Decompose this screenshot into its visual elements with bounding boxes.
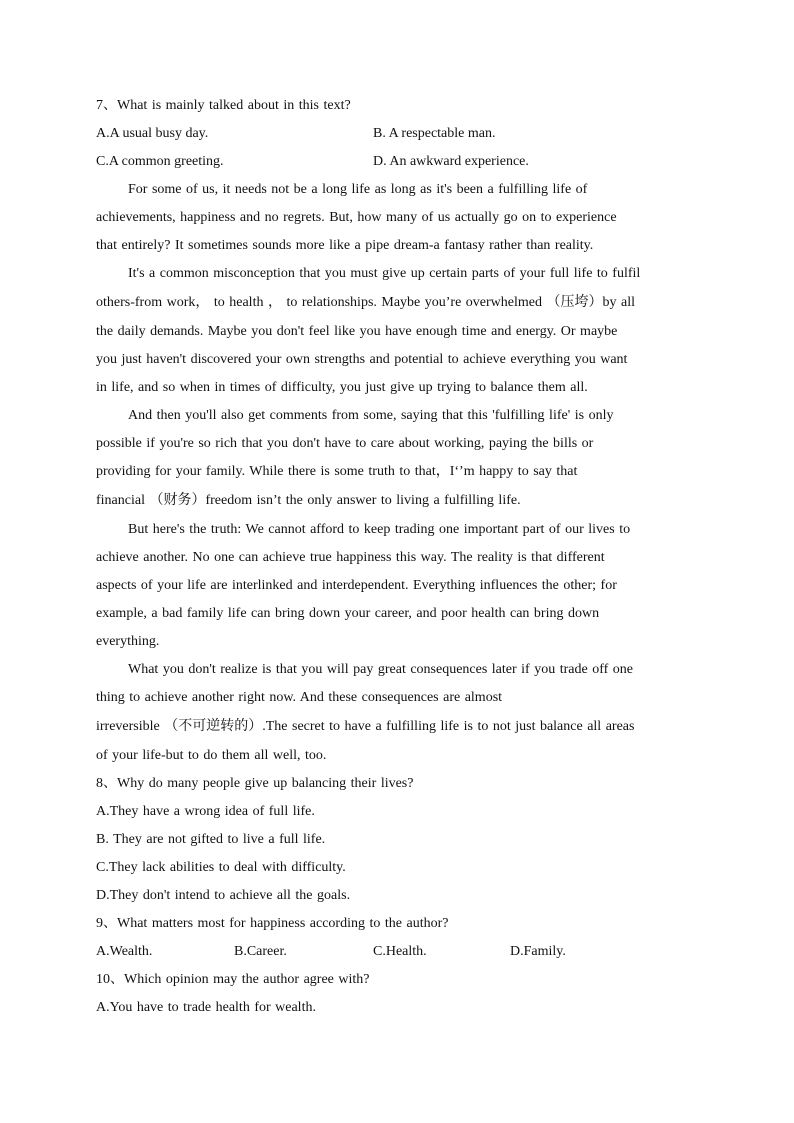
q9-option-b: B.Career. [234, 944, 287, 959]
passage-p3-line-4: financial （财务）freedom isn’t the only answer to living a fulfilling life. [96, 493, 521, 508]
q7-stem: 7、What is mainly talked about in this text? [96, 98, 351, 113]
q8-option-b: B. They are not gifted to live a full life. [96, 832, 326, 847]
passage-p2-line-1: It's a common misconception that you must give up certain parts of your full life to fulfil [128, 266, 641, 281]
q9-option-a: A.Wealth. [96, 944, 153, 959]
q9-option-d: D.Family. [510, 944, 566, 959]
q9-option-c: C.Health. [373, 944, 427, 959]
passage-p2-line-4: you just haven't discovered your own strengths and potential to achieve everything you want [96, 352, 628, 367]
q8-stem: 8、Why do many people give up balancing their lives? [96, 776, 414, 791]
passage-p3-line-3: providing for your family. While there is some truth to that，I‘’m happy to say that [96, 464, 578, 479]
q8-option-a: A.They have a wrong idea of full life. [96, 804, 315, 819]
passage-p2-line-2: others-from work， to health ， to relationships. Maybe you’re overwhelmed （压垮）by all [96, 295, 635, 310]
q7-options-row-2 [96, 148, 696, 176]
q7-option-c: C.A common greeting. [96, 154, 224, 169]
passage-p3-line-2: possible if you're so rich that you don't have to care about working, paying the bills or [96, 436, 594, 451]
passage-p2-line-3: the daily demands. Maybe you don't feel like you have enough time and energy. Or maybe [96, 324, 618, 339]
q7-options-row-1 [96, 120, 696, 148]
passage-p5-line-3: irreversible （不可逆转的）.The secret to have a fulfilling life is to not just balance all areas [96, 719, 635, 734]
passage-p5-line-2: thing to achieve another right now. And these consequences are almost [96, 690, 503, 705]
passage-p4-line-4: example, a bad family life can bring down your career, and poor health can bring down [96, 606, 600, 621]
q9-stem: 9、What matters most for happiness according to the author? [96, 916, 449, 931]
passage-p1-line-1: For some of us, it needs not be a long life as long as it's been a fulfilling life of [128, 182, 588, 197]
passage-p2-line-5: in life, and so when in times of difficulty, you just give up trying to balance them all. [96, 380, 588, 395]
q7-option-b: B. A respectable man. [373, 126, 496, 141]
q10-option-a: A.You have to trade health for wealth. [96, 1000, 316, 1015]
q7-option-d: D. An awkward experience. [373, 154, 529, 169]
passage-p3-line-1: And then you'll also get comments from some, saying that this 'fulfilling life' is only [128, 408, 614, 423]
q8-option-d: D.They don't intend to achieve all the goals. [96, 888, 351, 903]
passage-p1-line-3: that entirely? It sometimes sounds more like a pipe dream-a fantasy rather than reality. [96, 238, 594, 253]
passage-p4-line-1: But here's the truth: We cannot afford to keep trading one important part of our lives to [128, 522, 631, 537]
passage-p4-line-5: everything. [96, 634, 160, 649]
q7-option-a: A.A usual busy day. [96, 126, 209, 141]
worksheet-page [96, 92, 696, 1022]
passage-p5-line-4: of your life-but to do them all well, too. [96, 748, 327, 763]
passage-p4-line-3: aspects of your life are interlinked and interdependent. Everything influences the other; for [96, 578, 617, 593]
passage-p4-line-2: achieve another. No one can achieve true happiness this way. The reality is that different [96, 550, 605, 565]
q10-stem: 10、Which opinion may the author agree with? [96, 972, 370, 987]
q9-options-row [96, 938, 696, 966]
passage-p1-line-2: achievements, happiness and no regrets. But, how many of us actually go on to experience [96, 210, 617, 225]
passage-p5-line-1: What you don't realize is that you will pay great consequences later if you trade off one [128, 662, 633, 677]
q8-option-c: C.They lack abilities to deal with difficulty. [96, 860, 346, 875]
